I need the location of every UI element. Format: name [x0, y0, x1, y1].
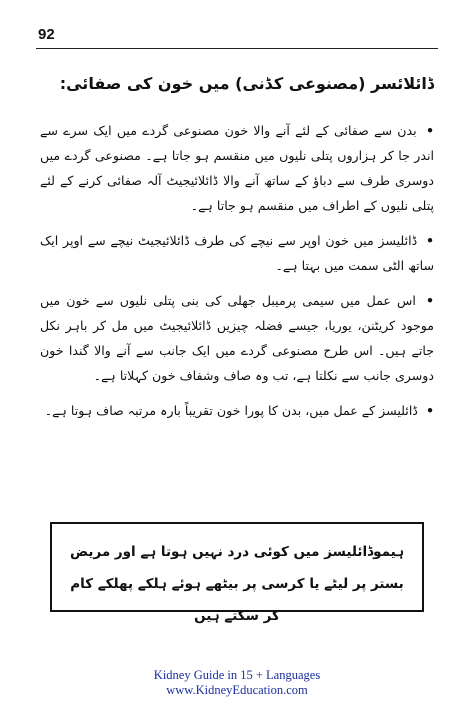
- footer-title: Kidney Guide in 15 + Languages: [153, 668, 321, 682]
- paragraph-text: ڈائلیسز میں خون اوپر سے نیچے کی طرف ڈائلائیجیٹ نیچے سے اوپر ایک ساتھ الٹی سمت میں بہتا ہے۔: [40, 233, 434, 273]
- paragraph-text: بدن سے صفائی کے لئے آنے والا خون مصنوعی گردے میں ایک سرے سے اندر جا کر ہزاروں پتلی نلیوں میں منقسم ہو جاتا ہے۔ مصنوعی گردے میں دوسری طرف سے دباؤ کے ساتھ آنے والا ڈائلائیجیٹ آلہ صفائی کرنے کے لئے پتلی نلیوں کے اطراف میں منقسم ہو جاتا ہے۔: [40, 123, 434, 213]
- callout-box: [50, 522, 424, 624]
- bullet-icon: •: [425, 293, 434, 308]
- section-heading: ڈائلائسر (مصنوعی کڈنی) میں خون کی صفائی:: [59, 74, 434, 93]
- footer-website-link[interactable]: www.KidneyEducation.com: [166, 683, 308, 697]
- paragraph-text: ڈائلیسز کے عمل میں، بدن کا پورا خون تقریباً بارہ مرتبہ صاف ہوتا ہے۔: [44, 403, 418, 418]
- paragraph: [40, 228, 434, 278]
- bullet-icon: •: [425, 123, 435, 138]
- paragraph-text: اس عمل میں سیمی پرمیبل جھلی کی بنی پتلی نلیوں سے خون میں موجود کریٹنن، یوریا، جیسے فضلہ چیزیں ڈائلائیجیٹ میں مل کر باہر نکل جاتے ہیں۔ اس طرح مصنوعی گردے میں ایک جانب سے آنے والا گندا خون دوسری جانب سے نکلتا ہے، تب وہ صاف وشفاف خون کہلاتا ہے۔: [40, 293, 434, 383]
- body-text: [40, 118, 434, 433]
- bullet-icon: •: [425, 233, 434, 248]
- paragraph: [40, 288, 434, 388]
- callout-text: ہیموڈائلیسز میں کوئی درد نہیں ہوتا ہے اور مریض بستر پر لیٹے یا کرسی پر بیٹھے ہوئے ہلکے پھلکے کام کر سکتے ہیں: [69, 544, 405, 624]
- paragraph: [40, 398, 434, 423]
- paragraph: [40, 118, 434, 218]
- page-number: 92: [38, 26, 55, 43]
- footer: [0, 668, 474, 698]
- bullet-icon: •: [425, 403, 434, 418]
- top-rule: [36, 48, 438, 49]
